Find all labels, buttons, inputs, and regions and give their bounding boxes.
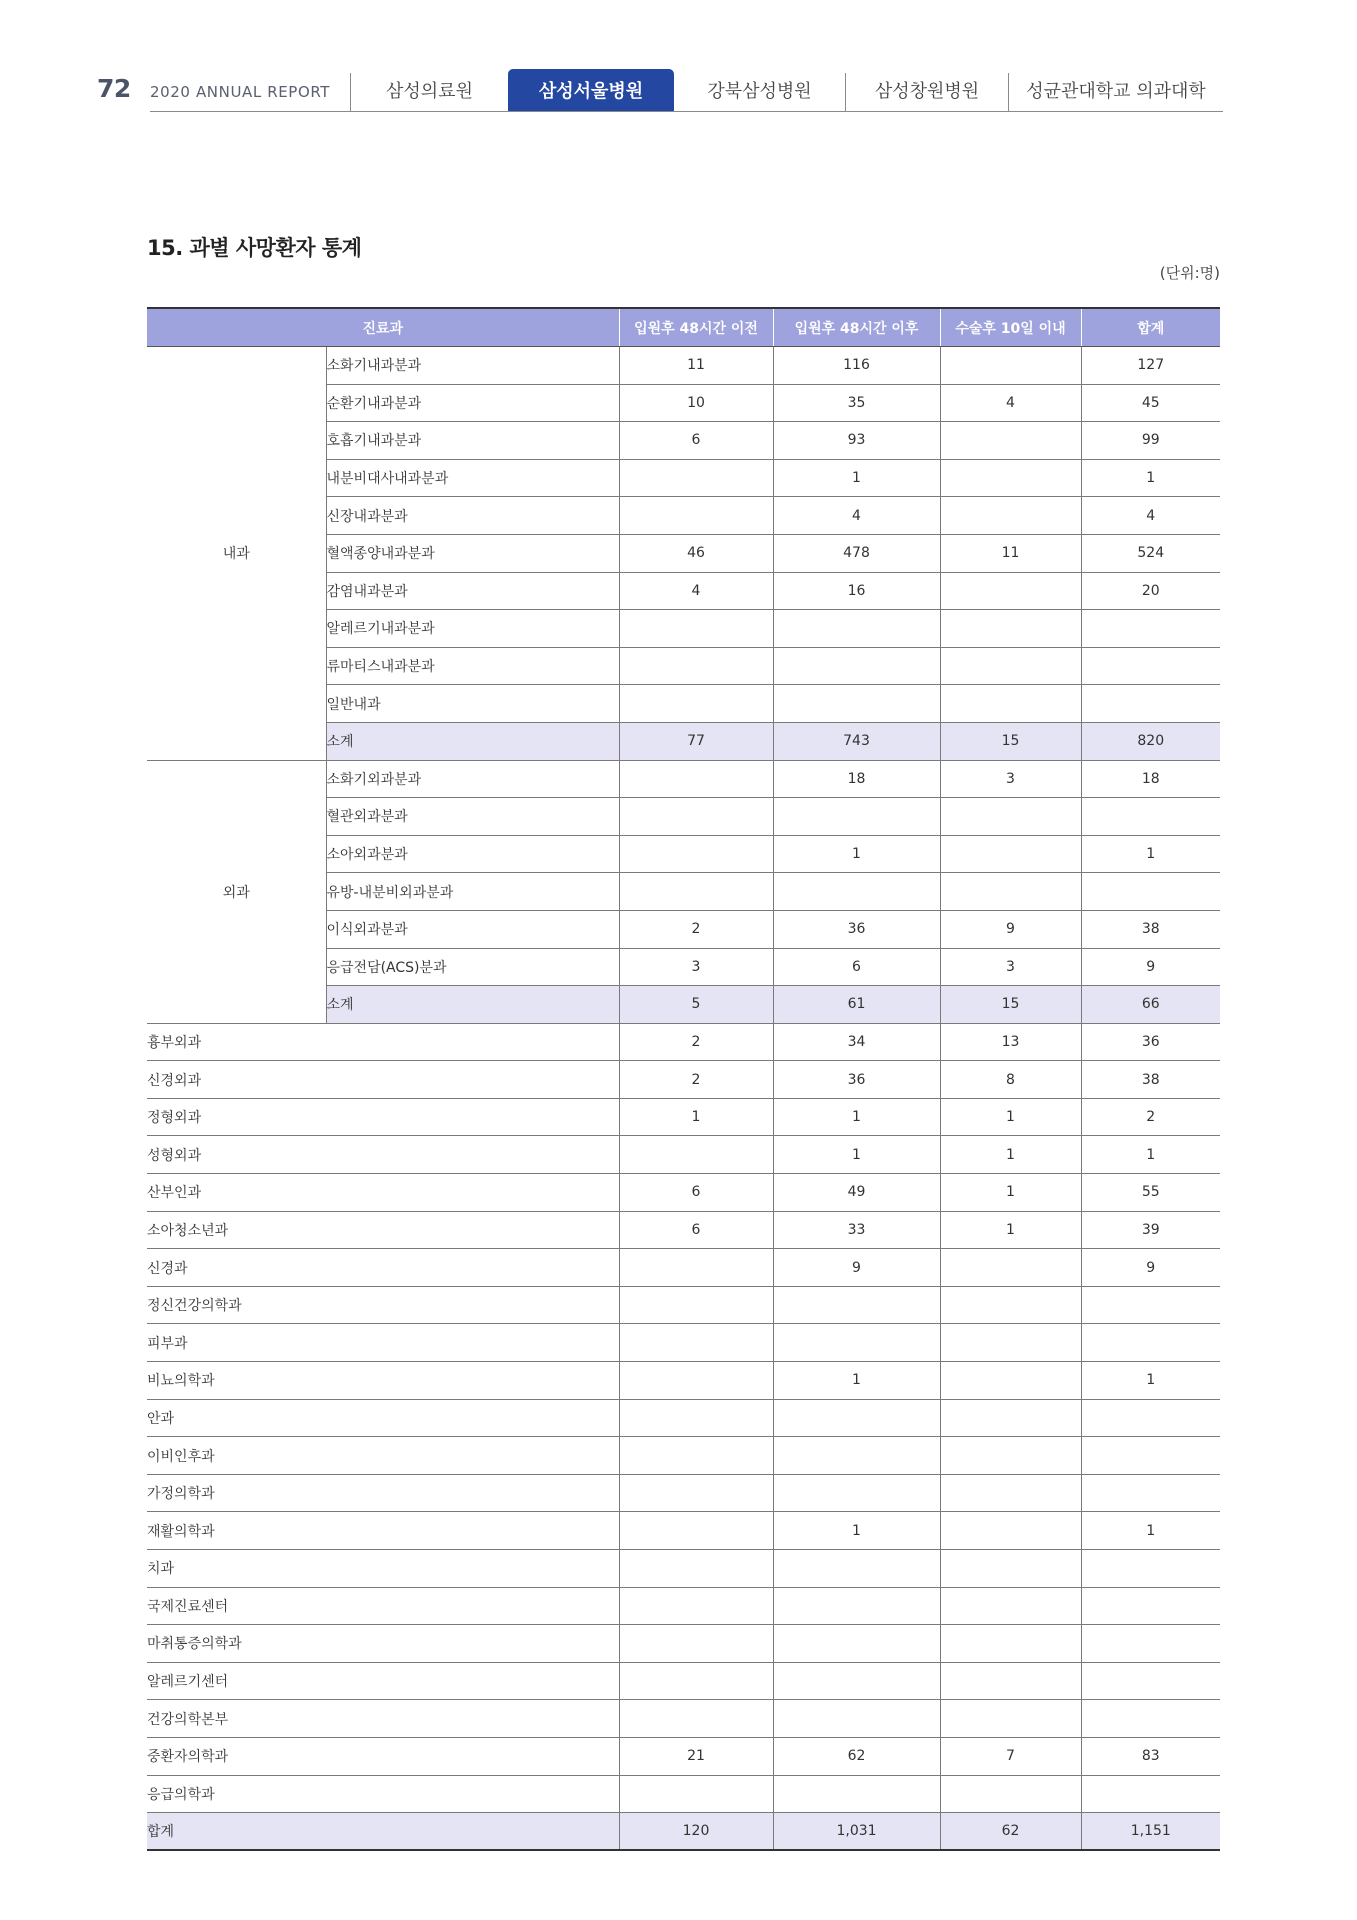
table-row — [147, 1098, 1220, 1136]
before-48h-cell: 6 — [619, 1174, 773, 1212]
post-op-10d-cell — [940, 1662, 1081, 1700]
department-cell: 안과 — [147, 1399, 619, 1437]
group-internal-medicine: 내과 — [147, 347, 326, 761]
department-cell: 정형외과 — [147, 1098, 619, 1136]
before-48h-cell — [619, 1324, 773, 1362]
post-op-10d-cell — [940, 459, 1081, 497]
total-cell: 1 — [1081, 1136, 1220, 1174]
before-48h-cell — [619, 1775, 773, 1813]
after-48h-cell — [773, 1286, 940, 1324]
department-cell: 신장내과분과 — [326, 497, 619, 535]
total-cell — [1081, 1662, 1220, 1700]
table-row — [147, 347, 1220, 385]
table-row — [147, 1399, 1220, 1437]
post-op-10d-cell — [940, 1249, 1081, 1287]
total-cell: 39 — [1081, 1211, 1220, 1249]
post-op-10d-cell: 1 — [940, 1136, 1081, 1174]
before-48h-cell — [619, 1136, 773, 1174]
post-op-10d-cell: 3 — [940, 948, 1081, 986]
group-surgery: 외과 — [147, 760, 326, 1023]
after-48h-cell: 4 — [773, 497, 940, 535]
post-op-10d-cell: 9 — [940, 910, 1081, 948]
table-row — [147, 1550, 1220, 1588]
before-48h-cell — [619, 1550, 773, 1588]
post-op-10d-cell — [940, 1474, 1081, 1512]
post-op-10d-cell — [940, 685, 1081, 723]
before-48h-cell — [619, 685, 773, 723]
after-48h-cell: 93 — [773, 422, 940, 460]
before-48h-cell: 10 — [619, 384, 773, 422]
table-row — [147, 1662, 1220, 1700]
table-row — [147, 1061, 1220, 1099]
department-cell: 감염내과분과 — [326, 572, 619, 610]
death-statistics-table — [147, 307, 1220, 1851]
before-48h-cell: 2 — [619, 910, 773, 948]
after-48h-cell — [773, 1550, 940, 1588]
department-cell: 치과 — [147, 1550, 619, 1588]
grand-total-row — [147, 1813, 1220, 1851]
post-op-10d-cell: 1 — [940, 1211, 1081, 1249]
post-op-10d-cell — [940, 1512, 1081, 1550]
before-48h-cell — [619, 1700, 773, 1738]
total-cell: 820 — [1081, 722, 1220, 760]
total-cell: 9 — [1081, 1249, 1220, 1287]
before-48h-cell — [619, 798, 773, 836]
post-op-10d-cell — [940, 798, 1081, 836]
post-op-10d-cell: 1 — [940, 1174, 1081, 1212]
post-op-10d-cell — [940, 873, 1081, 911]
before-48h-cell — [619, 1587, 773, 1625]
department-cell: 내분비대사내과분과 — [326, 459, 619, 497]
post-op-10d-cell — [940, 1587, 1081, 1625]
before-48h-cell: 46 — [619, 534, 773, 572]
post-op-10d-cell — [940, 572, 1081, 610]
table-row — [147, 1136, 1220, 1174]
after-48h-cell — [773, 873, 940, 911]
department-cell: 신경외과 — [147, 1061, 619, 1099]
total-cell: 1 — [1081, 1362, 1220, 1400]
total-cell: 45 — [1081, 384, 1220, 422]
department-cell: 재활의학과 — [147, 1512, 619, 1550]
tab-samsung-seoul-hospital: 삼성서울병원 — [508, 69, 674, 111]
department-cell: 이비인후과 — [147, 1437, 619, 1475]
total-cell: 18 — [1081, 760, 1220, 798]
after-48h-cell — [773, 798, 940, 836]
table-row — [147, 1474, 1220, 1512]
before-48h-cell: 11 — [619, 347, 773, 385]
report-title: 2020 ANNUAL REPORT — [150, 83, 331, 101]
post-op-10d-cell: 15 — [940, 722, 1081, 760]
department-cell: 국제진료센터 — [147, 1587, 619, 1625]
department-cell: 소화기내과분과 — [326, 347, 619, 385]
header-post-op-10d: 수술후 10일 이내 — [940, 308, 1081, 347]
table-row — [147, 1362, 1220, 1400]
total-cell — [1081, 1324, 1220, 1362]
before-48h-cell — [619, 1286, 773, 1324]
post-op-10d-cell — [940, 1700, 1081, 1738]
total-cell: 83 — [1081, 1737, 1220, 1775]
table-row — [147, 1587, 1220, 1625]
before-48h-cell: 6 — [619, 422, 773, 460]
after-48h-cell — [773, 1625, 940, 1663]
total-cell — [1081, 685, 1220, 723]
department-cell: 순환기내과분과 — [326, 384, 619, 422]
before-48h-cell — [619, 1474, 773, 1512]
before-48h-cell: 1 — [619, 1098, 773, 1136]
before-48h-cell: 2 — [619, 1061, 773, 1099]
unit-label: (단위:명) — [1159, 264, 1220, 282]
department-cell: 산부인과 — [147, 1174, 619, 1212]
department-cell: 알레르기센터 — [147, 1662, 619, 1700]
after-48h-cell: 1,031 — [773, 1813, 940, 1851]
total-cell — [1081, 647, 1220, 685]
before-48h-cell — [619, 1399, 773, 1437]
total-cell: 55 — [1081, 1174, 1220, 1212]
header-before-48h: 입원후 48시간 이전 — [619, 308, 773, 347]
table-row — [147, 760, 1220, 798]
department-cell: 정신건강의학과 — [147, 1286, 619, 1324]
after-48h-cell: 116 — [773, 347, 940, 385]
post-op-10d-cell — [940, 610, 1081, 648]
total-cell: 38 — [1081, 910, 1220, 948]
department-cell: 혈액종양내과분과 — [326, 534, 619, 572]
before-48h-cell — [619, 873, 773, 911]
table-row — [147, 1700, 1220, 1738]
after-48h-cell — [773, 647, 940, 685]
total-cell: 99 — [1081, 422, 1220, 460]
post-op-10d-cell — [940, 647, 1081, 685]
table-row — [147, 1023, 1220, 1061]
department-cell: 유방-내분비외과분과 — [326, 873, 619, 911]
total-cell: 127 — [1081, 347, 1220, 385]
table-row — [147, 1211, 1220, 1249]
after-48h-cell: 1 — [773, 1098, 940, 1136]
before-48h-cell — [619, 1249, 773, 1287]
table-row — [147, 1324, 1220, 1362]
before-48h-cell — [619, 647, 773, 685]
table-row — [147, 1625, 1220, 1663]
post-op-10d-cell: 1 — [940, 1098, 1081, 1136]
before-48h-cell — [619, 1362, 773, 1400]
after-48h-cell — [773, 1587, 940, 1625]
department-cell: 건강의학본부 — [147, 1700, 619, 1738]
before-48h-cell — [619, 1512, 773, 1550]
table-row — [147, 1775, 1220, 1813]
post-op-10d-cell — [940, 1437, 1081, 1475]
total-cell: 36 — [1081, 1023, 1220, 1061]
before-48h-cell: 120 — [619, 1813, 773, 1851]
post-op-10d-cell — [940, 835, 1081, 873]
before-48h-cell — [619, 1662, 773, 1700]
department-cell: 소아외과분과 — [326, 835, 619, 873]
department-cell: 가정의학과 — [147, 1474, 619, 1512]
before-48h-cell — [619, 1625, 773, 1663]
after-48h-cell: 1 — [773, 1512, 940, 1550]
total-cell — [1081, 610, 1220, 648]
after-48h-cell: 34 — [773, 1023, 940, 1061]
post-op-10d-cell — [940, 1286, 1081, 1324]
post-op-10d-cell: 8 — [940, 1061, 1081, 1099]
after-48h-cell — [773, 1437, 940, 1475]
total-cell — [1081, 1550, 1220, 1588]
total-cell: 66 — [1081, 986, 1220, 1024]
department-cell: 성형외과 — [147, 1136, 619, 1174]
total-cell — [1081, 1399, 1220, 1437]
after-48h-cell: 18 — [773, 760, 940, 798]
post-op-10d-cell — [940, 497, 1081, 535]
tab-kangbuk-samsung-hospital: 강북삼성병원 — [707, 81, 812, 102]
before-48h-cell — [619, 497, 773, 535]
before-48h-cell: 5 — [619, 986, 773, 1024]
post-op-10d-cell — [940, 422, 1081, 460]
after-48h-cell — [773, 1775, 940, 1813]
post-op-10d-cell: 4 — [940, 384, 1081, 422]
after-48h-cell — [773, 1662, 940, 1700]
after-48h-cell: 1 — [773, 1136, 940, 1174]
before-48h-cell — [619, 760, 773, 798]
total-cell — [1081, 873, 1220, 911]
table-row — [147, 1512, 1220, 1550]
department-cell: 중환자의학과 — [147, 1737, 619, 1775]
post-op-10d-cell — [940, 347, 1081, 385]
total-cell: 1 — [1081, 835, 1220, 873]
after-48h-cell: 1 — [773, 459, 940, 497]
header-total: 합계 — [1081, 308, 1220, 347]
after-48h-cell — [773, 1399, 940, 1437]
department-cell: 피부과 — [147, 1324, 619, 1362]
post-op-10d-cell: 62 — [940, 1813, 1081, 1851]
total-cell — [1081, 1437, 1220, 1475]
department-cell: 혈관외과분과 — [326, 798, 619, 836]
before-48h-cell: 77 — [619, 722, 773, 760]
after-48h-cell — [773, 610, 940, 648]
section-title: 15. 과별 사망환자 통계 — [147, 236, 362, 260]
post-op-10d-cell: 11 — [940, 534, 1081, 572]
after-48h-cell: 478 — [773, 534, 940, 572]
post-op-10d-cell — [940, 1625, 1081, 1663]
table-row — [147, 1286, 1220, 1324]
total-cell: 1 — [1081, 459, 1220, 497]
before-48h-cell: 3 — [619, 948, 773, 986]
before-48h-cell — [619, 610, 773, 648]
total-cell: 9 — [1081, 948, 1220, 986]
total-cell: 1,151 — [1081, 1813, 1220, 1851]
post-op-10d-cell — [940, 1362, 1081, 1400]
post-op-10d-cell: 15 — [940, 986, 1081, 1024]
subtotal-label: 소계 — [326, 986, 619, 1024]
total-cell — [1081, 1700, 1220, 1738]
post-op-10d-cell: 13 — [940, 1023, 1081, 1061]
total-cell: 524 — [1081, 534, 1220, 572]
total-cell — [1081, 798, 1220, 836]
after-48h-cell: 62 — [773, 1737, 940, 1775]
post-op-10d-cell — [940, 1399, 1081, 1437]
tab-skku-school-of-medicine: 성균관대학교 의과대학 — [1026, 81, 1206, 102]
total-cell — [1081, 1286, 1220, 1324]
department-cell: 류마티스내과분과 — [326, 647, 619, 685]
total-cell: 4 — [1081, 497, 1220, 535]
before-48h-cell: 21 — [619, 1737, 773, 1775]
after-48h-cell — [773, 1474, 940, 1512]
page-number: 72 — [97, 74, 131, 103]
after-48h-cell: 1 — [773, 835, 940, 873]
after-48h-cell: 36 — [773, 1061, 940, 1099]
total-cell: 20 — [1081, 572, 1220, 610]
post-op-10d-cell — [940, 1775, 1081, 1813]
header-department: 진료과 — [147, 308, 619, 347]
total-cell — [1081, 1625, 1220, 1663]
before-48h-cell — [619, 835, 773, 873]
department-cell: 소아청소년과 — [147, 1211, 619, 1249]
before-48h-cell — [619, 459, 773, 497]
after-48h-cell: 33 — [773, 1211, 940, 1249]
total-cell: 38 — [1081, 1061, 1220, 1099]
header-after-48h: 입원후 48시간 이후 — [773, 308, 940, 347]
total-cell: 2 — [1081, 1098, 1220, 1136]
after-48h-cell: 1 — [773, 1362, 940, 1400]
table-row — [147, 1437, 1220, 1475]
total-cell — [1081, 1474, 1220, 1512]
after-48h-cell: 6 — [773, 948, 940, 986]
tab-samsung-medical-center: 삼성의료원 — [386, 81, 473, 102]
department-cell: 응급의학과 — [147, 1775, 619, 1813]
after-48h-cell: 743 — [773, 722, 940, 760]
after-48h-cell: 9 — [773, 1249, 940, 1287]
total-cell: 1 — [1081, 1512, 1220, 1550]
post-op-10d-cell — [940, 1550, 1081, 1588]
department-cell: 흉부외과 — [147, 1023, 619, 1061]
after-48h-cell — [773, 1324, 940, 1362]
after-48h-cell: 61 — [773, 986, 940, 1024]
before-48h-cell: 4 — [619, 572, 773, 610]
before-48h-cell: 6 — [619, 1211, 773, 1249]
subtotal-label: 소계 — [326, 722, 619, 760]
after-48h-cell — [773, 1700, 940, 1738]
department-cell: 마취통증의학과 — [147, 1625, 619, 1663]
table-header-row — [147, 308, 1220, 347]
post-op-10d-cell — [940, 1324, 1081, 1362]
table-row — [147, 1174, 1220, 1212]
department-cell: 비뇨의학과 — [147, 1362, 619, 1400]
post-op-10d-cell: 7 — [940, 1737, 1081, 1775]
after-48h-cell: 16 — [773, 572, 940, 610]
table-row — [147, 1249, 1220, 1287]
grand-total-label: 합계 — [147, 1813, 619, 1851]
tab-samsung-changwon-hospital: 삼성창원병원 — [874, 81, 980, 102]
after-48h-cell: 35 — [773, 384, 940, 422]
table-row — [147, 1737, 1220, 1775]
post-op-10d-cell: 3 — [940, 760, 1081, 798]
total-cell — [1081, 1775, 1220, 1813]
department-cell: 알레르기내과분과 — [326, 610, 619, 648]
before-48h-cell: 2 — [619, 1023, 773, 1061]
department-cell: 호흡기내과분과 — [326, 422, 619, 460]
after-48h-cell: 36 — [773, 910, 940, 948]
after-48h-cell: 49 — [773, 1174, 940, 1212]
department-cell: 이식외과분과 — [326, 910, 619, 948]
department-cell: 응급전담(ACS)분과 — [326, 948, 619, 986]
department-cell: 신경과 — [147, 1249, 619, 1287]
department-cell: 일반내과 — [326, 685, 619, 723]
after-48h-cell — [773, 685, 940, 723]
department-cell: 소화기외과분과 — [326, 760, 619, 798]
header-divider — [150, 111, 1223, 112]
total-cell — [1081, 1587, 1220, 1625]
before-48h-cell — [619, 1437, 773, 1475]
